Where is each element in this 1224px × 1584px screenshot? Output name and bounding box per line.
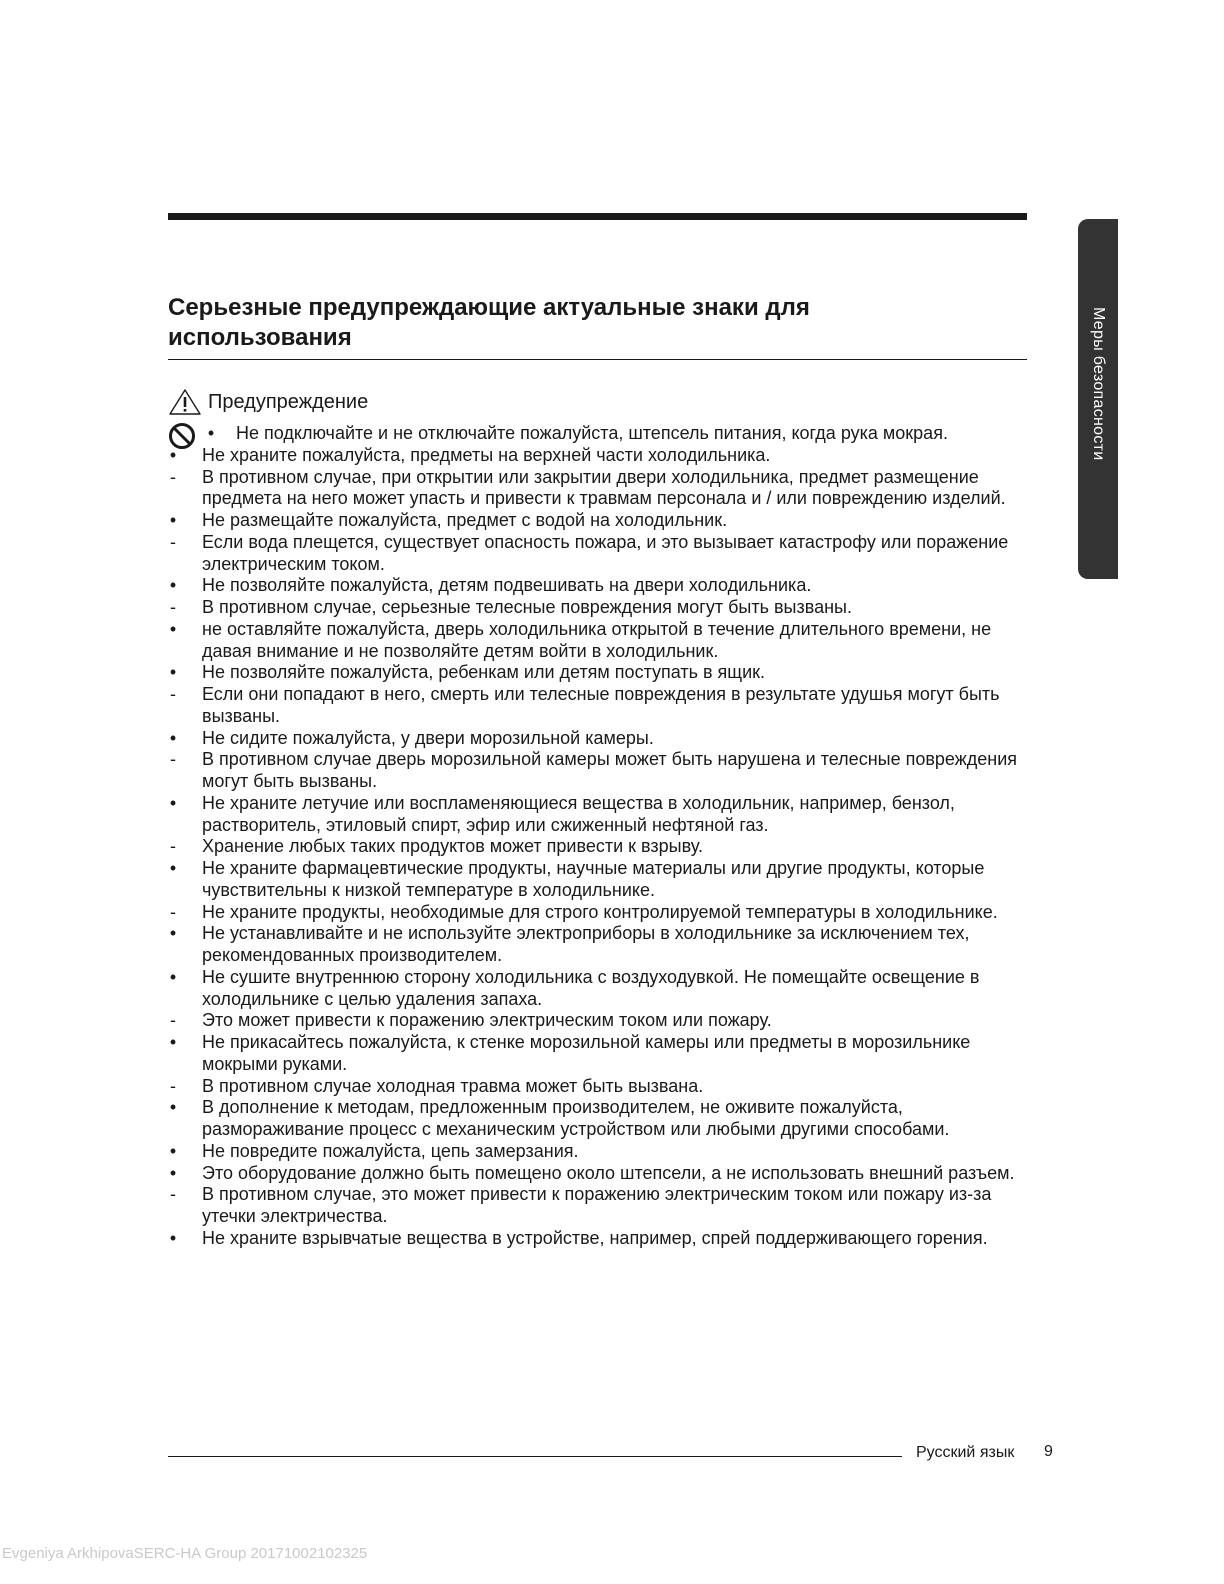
list-item — [166, 1184, 1028, 1228]
list-item — [166, 619, 1028, 663]
dash-marker: - — [170, 466, 176, 487]
list-item-text: В противном случае, при открытии или закрытии двери холодильника, предмет размещение предмета на него может упасть и привести к травмам персонала и / или повреждению изделий. — [202, 466, 1006, 509]
list-item-text: Если они попадают в него, смерть или телесные повреждения в результате удушья могут быть вызваны. — [202, 684, 1000, 726]
bullet-marker: • — [169, 966, 177, 987]
dash-marker: - — [170, 531, 176, 552]
section-side-tab — [1078, 219, 1118, 579]
bullet-marker: • — [169, 923, 177, 944]
bullet-marker: • — [169, 1097, 177, 1118]
side-tab-label: Меры безопасности — [1090, 307, 1107, 461]
list-item — [166, 1097, 1028, 1141]
safety-items-list — [166, 423, 1028, 1250]
list-item-text: Не храните летучие или воспламеняющиеся вещества в холодильник, например, бензол, растворитель, этиловый спирт, эфир или сжиженный нефтяной газ. — [202, 792, 955, 835]
warning-label: Предупреждение — [208, 390, 369, 413]
footer-divider — [168, 1456, 902, 1457]
bullet-marker: • — [169, 575, 177, 596]
list-item-text: Не повредите пожалуйста, цепь замерзания. — [202, 1140, 579, 1161]
list-item-text: В противном случае, это может привести к поражению электрическим током или пожару из-за утечки электричества. — [202, 1184, 992, 1226]
list-item-text: Не позволяйте пожалуйста, ребенкам или детям поступать в ящик. — [202, 662, 766, 683]
list-item-text: Не позволяйте пожалуйста, детям подвешивать на двери холодильника. — [202, 575, 812, 596]
list-item — [166, 858, 1028, 902]
list-item — [166, 793, 1028, 837]
list-item-text: не оставляйте пожалуйста, дверь холодильника открытой в течение длительного времени, не давая внимание и не позволяйте детям войти в холодильник. — [202, 618, 992, 661]
warning-header — [168, 388, 368, 416]
dash-marker: - — [170, 836, 176, 857]
list-item-text: В дополнение к методам, предложенным производителем, не оживите пожалуйста, размораживание процесс с механическим устройством или любыми другими способами. — [202, 1097, 950, 1139]
list-item-text: Не сушите внутреннюю сторону холодильника с воздуходувкой. Не помещайте освещение в холодильнике с целью удаления запаха. — [202, 966, 980, 1009]
list-item-text: Это может привести к поражению электрическим током или пожару. — [202, 1010, 772, 1031]
bullet-marker: • — [169, 662, 177, 683]
bullet-marker: • — [207, 423, 215, 443]
list-item — [166, 836, 1028, 858]
bullet-marker: • — [169, 792, 177, 813]
list-item — [166, 510, 1028, 532]
dash-marker: - — [170, 684, 176, 704]
bullet-marker: • — [169, 510, 177, 530]
list-item-text: Не храните фармацевтические продукты, научные материалы или другие продукты, которые чувствительны к низкой температуре в холодильнике. — [202, 858, 985, 900]
top-divider — [168, 213, 1027, 220]
bullet-marker: • — [169, 1140, 177, 1161]
list-item — [166, 1141, 1028, 1163]
list-item-text: Хранение любых таких продуктов может привести к взрыву. — [202, 836, 703, 857]
list-item — [166, 1076, 1028, 1098]
list-item — [166, 902, 1028, 924]
list-item-text: Не размещайте пожалуйста, предмет с водой на холодильник. — [202, 510, 728, 530]
dash-marker: - — [170, 749, 176, 770]
list-item — [166, 728, 1028, 750]
bullet-marker: • — [169, 618, 177, 639]
footer-language: Русский язык — [916, 1444, 1015, 1461]
list-item — [166, 1032, 1028, 1076]
dash-marker: - — [170, 1075, 176, 1096]
list-item-text: Это оборудование должно быть помещено около штепсели, а не использовать внешний разъем. — [202, 1162, 1015, 1183]
list-item — [166, 575, 1028, 597]
warning-triangle-icon — [168, 388, 202, 416]
list-item — [166, 597, 1028, 619]
list-item-text: Если вода плещется, существует опасность пожара, и это вызывает катастрофу или поражение электрическим током. — [202, 531, 1009, 574]
bullet-marker: • — [169, 858, 177, 878]
list-item-text: В противном случае, серьезные телесные повреждения могут быть вызваны. — [202, 597, 852, 617]
list-item — [166, 749, 1028, 793]
dash-marker: - — [170, 1010, 176, 1031]
bullet-marker: • — [169, 444, 177, 465]
list-item — [166, 532, 1028, 576]
bullet-marker: • — [169, 727, 177, 748]
dash-marker: - — [170, 1184, 176, 1205]
list-item — [166, 1010, 1028, 1032]
list-item-text: Не храните продукты, необходимые для строго контролируемой температуры в холодильнике. — [202, 901, 998, 922]
list-item — [166, 445, 1028, 467]
list-item — [166, 423, 1028, 445]
list-item-text: Не подключайте и не отключайте пожалуйста, штепсель питания, когда рука мокрая. — [236, 423, 948, 443]
list-item — [166, 662, 1028, 684]
list-item-text: В противном случае дверь морозильной камеры может быть нарушена и телесные повреждения могут быть вызваны. — [202, 749, 1018, 791]
list-item-text: Не храните пожалуйста, предметы на верхней части холодильника. — [202, 444, 771, 465]
watermark-text: Evgeniya ArkhipovaSERC-HA Group 20171002102325 — [2, 1545, 368, 1562]
list-item — [166, 1228, 1028, 1250]
list-item — [166, 467, 1028, 511]
list-item — [166, 684, 1028, 728]
bullet-marker: • — [169, 1162, 177, 1183]
dash-marker: - — [170, 901, 176, 922]
list-item-text: Не прикасайтесь пожалуйста, к стенке морозильной камеры или предметы в морозильнике мокрыми руками. — [202, 1032, 971, 1074]
list-item — [166, 967, 1028, 1011]
list-item — [166, 923, 1028, 967]
bullet-marker: • — [169, 1032, 177, 1052]
list-item-text: Не храните взрывчатые вещества в устройстве, например, спрей поддерживающего горения. — [202, 1227, 988, 1248]
list-item-text: Не сидите пожалуйста, у двери морозильной камеры. — [202, 727, 654, 748]
section-title: Серьезные предупреждающие актуальные знаки для использования — [168, 294, 810, 351]
list-item-text: Не устанавливайте и не используйте электроприборы в холодильнике за исключением тех, рекомендованных производителем. — [202, 923, 970, 965]
page-number: 9 — [1044, 1443, 1053, 1460]
list-item — [166, 1163, 1028, 1185]
dash-marker: - — [170, 597, 176, 617]
bullet-marker: • — [169, 1227, 177, 1248]
title-divider — [168, 359, 1027, 360]
list-item-text: В противном случае холодная травма может быть вызвана. — [202, 1075, 704, 1096]
